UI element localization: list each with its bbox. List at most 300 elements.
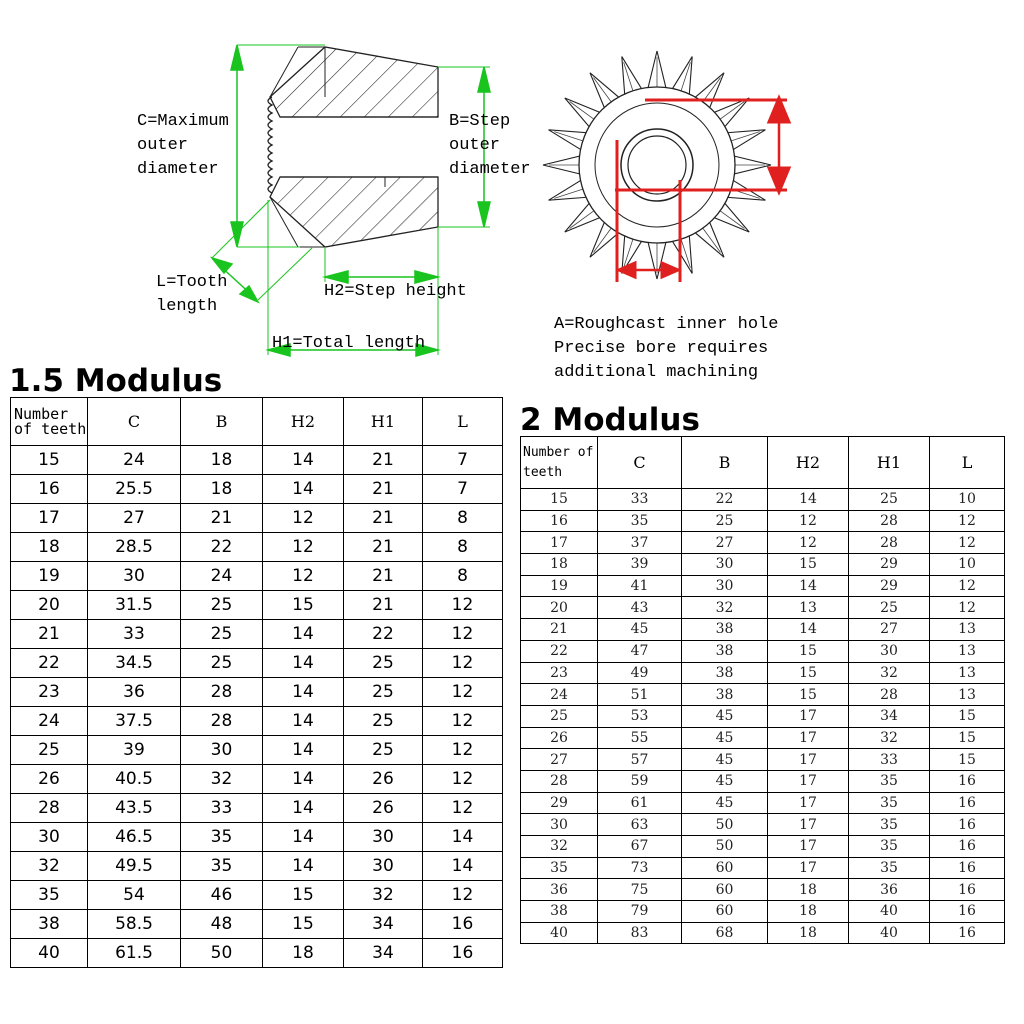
section-lower-half xyxy=(270,177,438,247)
table-cell: 30 xyxy=(521,814,598,836)
table-cell: 12 xyxy=(768,532,849,554)
table-row xyxy=(521,662,1005,684)
table-cell: 21 xyxy=(521,619,598,641)
table-cell: 12 xyxy=(768,510,849,532)
table-cell: 27 xyxy=(521,749,598,771)
table-cell: 67 xyxy=(598,836,682,858)
gear-front-view xyxy=(535,30,795,290)
table-cell: 12 xyxy=(423,678,503,707)
table-cell: 14 xyxy=(768,619,849,641)
table-row xyxy=(521,705,1005,727)
table-cell: 17 xyxy=(768,836,849,858)
table-cell: 28 xyxy=(849,532,930,554)
table-cell: 15 xyxy=(768,640,849,662)
table-cell: 14 xyxy=(263,852,344,881)
table-row xyxy=(11,852,503,881)
table-cell: 15 xyxy=(11,446,88,475)
table-cell: 25 xyxy=(181,591,263,620)
table-cell: 30 xyxy=(682,554,768,576)
table-cell: 16 xyxy=(930,792,1005,814)
table-cell: 35 xyxy=(849,792,930,814)
table-cell: 30 xyxy=(682,575,768,597)
table-cell: 22 xyxy=(682,489,768,511)
table-row xyxy=(521,554,1005,576)
table-cell: 15 xyxy=(521,489,598,511)
table-row xyxy=(11,881,503,910)
table-cell: 8 xyxy=(423,533,503,562)
table-cell: 57 xyxy=(598,749,682,771)
table-cell: 46 xyxy=(181,881,263,910)
table-cell: 18 xyxy=(11,533,88,562)
table-cell: 15 xyxy=(930,705,1005,727)
table-cell: 21 xyxy=(344,504,423,533)
table-cell: 15 xyxy=(768,554,849,576)
table-cell: 16 xyxy=(521,510,598,532)
table-cell: 59 xyxy=(598,770,682,792)
table-cell: 25 xyxy=(682,510,768,532)
table-row xyxy=(11,707,503,736)
table-cell: 17 xyxy=(768,814,849,836)
table-cell: 29 xyxy=(849,575,930,597)
table-row xyxy=(11,910,503,939)
table-cell: 20 xyxy=(11,591,88,620)
table-cell: 28 xyxy=(181,707,263,736)
table-cell: 37 xyxy=(598,532,682,554)
table-cell: 16 xyxy=(930,879,1005,901)
table-2-header-row xyxy=(521,437,1005,489)
table-cell: 17 xyxy=(521,532,598,554)
label-b-line1: B=Step xyxy=(449,112,511,131)
table-cell: 14 xyxy=(768,489,849,511)
table-cell: 35 xyxy=(598,510,682,532)
table-cell: 26 xyxy=(11,765,88,794)
table-cell: 17 xyxy=(11,504,88,533)
table-cell: 83 xyxy=(598,922,682,944)
tooth-profile xyxy=(268,97,272,193)
header-c: C xyxy=(598,437,682,489)
table-cell: 35 xyxy=(11,881,88,910)
table-cell: 38 xyxy=(682,684,768,706)
table-cell: 17 xyxy=(768,749,849,771)
table-cell: 12 xyxy=(263,562,344,591)
table-cell: 14 xyxy=(263,794,344,823)
table-cell: 30 xyxy=(88,562,181,591)
header-teeth: Number of teeth xyxy=(11,398,88,446)
header-h1: H1 xyxy=(849,437,930,489)
table-cell: 60 xyxy=(682,857,768,879)
table-cell: 25 xyxy=(181,620,263,649)
table-cell: 22 xyxy=(344,620,423,649)
table-cell: 40 xyxy=(521,922,598,944)
table-cell: 14 xyxy=(263,649,344,678)
table-cell: 21 xyxy=(344,446,423,475)
table-cell: 14 xyxy=(263,678,344,707)
table-cell: 32 xyxy=(181,765,263,794)
table-cell: 8 xyxy=(423,504,503,533)
table-cell: 35 xyxy=(849,857,930,879)
table-cell: 25 xyxy=(521,705,598,727)
table-cell: 60 xyxy=(682,901,768,923)
table-cell: 25 xyxy=(11,736,88,765)
table-cell: 68 xyxy=(682,922,768,944)
table-cell: 14 xyxy=(263,446,344,475)
table-row xyxy=(521,532,1005,554)
table-cell: 75 xyxy=(598,879,682,901)
table-row xyxy=(521,684,1005,706)
table-row xyxy=(11,504,503,533)
table-cell: 36 xyxy=(849,879,930,901)
table-row xyxy=(11,939,503,968)
table-row xyxy=(11,620,503,649)
table-cell: 28 xyxy=(849,684,930,706)
table-cell: 7 xyxy=(423,446,503,475)
table-15-title: 1.5 Modulus xyxy=(9,363,223,399)
table-cell: 32 xyxy=(849,727,930,749)
label-c-line1: C=Maximum xyxy=(137,112,229,131)
table-cell: 24 xyxy=(11,707,88,736)
table-cell: 39 xyxy=(598,554,682,576)
table-cell: 25 xyxy=(344,736,423,765)
table-cell: 30 xyxy=(181,736,263,765)
table-row xyxy=(521,619,1005,641)
table-cell: 45 xyxy=(682,749,768,771)
table-row xyxy=(521,857,1005,879)
label-b-line3: diameter xyxy=(449,160,531,179)
table-cell: 33 xyxy=(88,620,181,649)
table-cell: 28 xyxy=(11,794,88,823)
table-cell: 30 xyxy=(344,823,423,852)
table-cell: 29 xyxy=(849,554,930,576)
table-row xyxy=(521,922,1005,944)
table-cell: 21 xyxy=(181,504,263,533)
table-cell: 18 xyxy=(181,446,263,475)
table-cell: 12 xyxy=(263,504,344,533)
table-row xyxy=(11,533,503,562)
table-row xyxy=(521,597,1005,619)
table-cell: 10 xyxy=(930,554,1005,576)
table-cell: 14 xyxy=(263,475,344,504)
table-cell: 25 xyxy=(344,707,423,736)
header-b: B xyxy=(181,398,263,446)
table-cell: 30 xyxy=(344,852,423,881)
table-cell: 34.5 xyxy=(88,649,181,678)
header-l: L xyxy=(930,437,1005,489)
section-upper-half xyxy=(270,47,438,117)
header-h2: H2 xyxy=(768,437,849,489)
table-cell: 12 xyxy=(423,794,503,823)
label-a-line2: Precise bore requires xyxy=(554,339,769,358)
table-cell: 38 xyxy=(11,910,88,939)
table-cell: 32 xyxy=(344,881,423,910)
table-cell: 29 xyxy=(521,792,598,814)
label-a xyxy=(554,313,778,385)
table-cell: 21 xyxy=(11,620,88,649)
table-cell: 22 xyxy=(181,533,263,562)
table-cell: 12 xyxy=(423,620,503,649)
table-cell: 21 xyxy=(344,475,423,504)
table-row xyxy=(11,823,503,852)
table-row xyxy=(521,792,1005,814)
table-row xyxy=(521,749,1005,771)
table-cell: 43.5 xyxy=(88,794,181,823)
table-cell: 25 xyxy=(181,649,263,678)
table-cell: 61.5 xyxy=(88,939,181,968)
table-cell: 49 xyxy=(598,662,682,684)
table-cell: 45 xyxy=(682,770,768,792)
table-row xyxy=(521,879,1005,901)
table-cell: 30 xyxy=(11,823,88,852)
table-cell: 17 xyxy=(768,727,849,749)
table-cell: 50 xyxy=(181,939,263,968)
table-row xyxy=(521,814,1005,836)
table-cell: 38 xyxy=(521,901,598,923)
table-cell: 23 xyxy=(521,662,598,684)
table-cell: 13 xyxy=(930,640,1005,662)
table-cell: 13 xyxy=(930,662,1005,684)
table-cell: 8 xyxy=(423,562,503,591)
table-cell: 51 xyxy=(598,684,682,706)
table-cell: 14 xyxy=(423,823,503,852)
table-cell: 46.5 xyxy=(88,823,181,852)
table-cell: 21 xyxy=(344,562,423,591)
table-cell: 12 xyxy=(930,532,1005,554)
table-cell: 16 xyxy=(930,814,1005,836)
table-cell: 25 xyxy=(849,597,930,619)
table-cell: 24 xyxy=(88,446,181,475)
table-cell: 25 xyxy=(344,649,423,678)
table-cell: 34 xyxy=(849,705,930,727)
table-cell: 33 xyxy=(181,794,263,823)
table-row xyxy=(521,727,1005,749)
table-cell: 15 xyxy=(768,662,849,684)
label-l xyxy=(156,271,227,319)
table-cell: 50 xyxy=(682,836,768,858)
table-cell: 14 xyxy=(423,852,503,881)
table-cell: 36 xyxy=(88,678,181,707)
table-cell: 12 xyxy=(423,707,503,736)
table-2-title: 2 Modulus xyxy=(520,402,700,438)
table-cell: 22 xyxy=(521,640,598,662)
table-cell: 14 xyxy=(263,736,344,765)
table-cell: 14 xyxy=(263,823,344,852)
table-cell: 45 xyxy=(598,619,682,641)
table-cell: 63 xyxy=(598,814,682,836)
table-cell: 38 xyxy=(682,619,768,641)
table-cell: 28.5 xyxy=(88,533,181,562)
table-cell: 28 xyxy=(181,678,263,707)
table-cell: 73 xyxy=(598,857,682,879)
table-cell: 13 xyxy=(930,684,1005,706)
table-cell: 15 xyxy=(263,591,344,620)
table-cell: 17 xyxy=(768,770,849,792)
table-cell: 30 xyxy=(849,640,930,662)
table-15-header-row xyxy=(11,398,503,446)
table-cell: 14 xyxy=(263,620,344,649)
label-a-line1: A=Roughcast inner hole xyxy=(554,315,779,334)
table-row xyxy=(521,575,1005,597)
table-cell: 12 xyxy=(423,765,503,794)
table-cell: 16 xyxy=(423,939,503,968)
table-cell: 10 xyxy=(930,489,1005,511)
table-cell: 13 xyxy=(768,597,849,619)
table-cell: 16 xyxy=(930,857,1005,879)
table-cell: 28 xyxy=(849,510,930,532)
table-cell: 53 xyxy=(598,705,682,727)
table-cell: 49.5 xyxy=(88,852,181,881)
table-row xyxy=(521,770,1005,792)
table-cell: 12 xyxy=(423,881,503,910)
table-cell: 16 xyxy=(423,910,503,939)
table-cell: 16 xyxy=(930,770,1005,792)
table-row xyxy=(11,765,503,794)
label-h2: H2=Step height xyxy=(324,282,467,301)
table-cell: 45 xyxy=(682,705,768,727)
table-cell: 22 xyxy=(11,649,88,678)
label-b-line2: outer xyxy=(449,136,501,155)
header-h2: H2 xyxy=(263,398,344,446)
table-cell: 12 xyxy=(423,649,503,678)
table-15 xyxy=(10,397,503,968)
table-cell: 12 xyxy=(930,575,1005,597)
table-cell: 37.5 xyxy=(88,707,181,736)
header-c: C xyxy=(88,398,181,446)
table-cell: 23 xyxy=(11,678,88,707)
table-cell: 31.5 xyxy=(88,591,181,620)
header-b: B xyxy=(682,437,768,489)
table-cell: 60 xyxy=(682,879,768,901)
table-cell: 15 xyxy=(768,684,849,706)
table-cell: 35 xyxy=(849,836,930,858)
table-cell: 18 xyxy=(263,939,344,968)
table-cell: 20 xyxy=(521,597,598,619)
table-cell: 16 xyxy=(930,901,1005,923)
table-cell: 40 xyxy=(11,939,88,968)
table-cell: 32 xyxy=(521,836,598,858)
table-row xyxy=(521,836,1005,858)
table-cell: 38 xyxy=(682,640,768,662)
header-h1: H1 xyxy=(344,398,423,446)
table-cell: 19 xyxy=(521,575,598,597)
table-cell: 34 xyxy=(344,939,423,968)
table-cell: 25 xyxy=(344,678,423,707)
table-cell: 15 xyxy=(263,910,344,939)
table-cell: 61 xyxy=(598,792,682,814)
table-row xyxy=(521,489,1005,511)
header-l: L xyxy=(423,398,503,446)
table-cell: 27 xyxy=(682,532,768,554)
table-cell: 19 xyxy=(11,562,88,591)
table-row xyxy=(11,794,503,823)
table-cell: 18 xyxy=(768,879,849,901)
table-cell: 32 xyxy=(682,597,768,619)
table-cell: 47 xyxy=(598,640,682,662)
table-cell: 16 xyxy=(11,475,88,504)
table-cell: 14 xyxy=(263,765,344,794)
table-row xyxy=(11,446,503,475)
table-cell: 58.5 xyxy=(88,910,181,939)
header-teeth: Number of teeth xyxy=(521,437,598,489)
table-cell: 27 xyxy=(849,619,930,641)
table-cell: 54 xyxy=(88,881,181,910)
table-cell: 17 xyxy=(768,857,849,879)
table-cell: 27 xyxy=(88,504,181,533)
table-cell: 35 xyxy=(849,770,930,792)
table-row xyxy=(11,562,503,591)
table-cell: 18 xyxy=(768,901,849,923)
table-cell: 12 xyxy=(423,736,503,765)
table-cell: 55 xyxy=(598,727,682,749)
table-cell: 33 xyxy=(849,749,930,771)
table-cell: 16 xyxy=(930,836,1005,858)
table-cell: 35 xyxy=(181,823,263,852)
table-cell: 21 xyxy=(344,591,423,620)
table-cell: 41 xyxy=(598,575,682,597)
table-cell: 26 xyxy=(521,727,598,749)
table-cell: 24 xyxy=(521,684,598,706)
table-cell: 40.5 xyxy=(88,765,181,794)
table-cell: 48 xyxy=(181,910,263,939)
table-cell: 25.5 xyxy=(88,475,181,504)
table-cell: 43 xyxy=(598,597,682,619)
table-row xyxy=(11,678,503,707)
table-cell: 18 xyxy=(181,475,263,504)
table-cell: 45 xyxy=(682,792,768,814)
table-row xyxy=(11,475,503,504)
table-cell: 18 xyxy=(521,554,598,576)
table-cell: 45 xyxy=(682,727,768,749)
table-cell: 32 xyxy=(849,662,930,684)
table-cell: 12 xyxy=(263,533,344,562)
table-cell: 15 xyxy=(930,749,1005,771)
table-cell: 40 xyxy=(849,901,930,923)
table-cell: 14 xyxy=(263,707,344,736)
table-cell: 12 xyxy=(930,597,1005,619)
table-cell: 39 xyxy=(88,736,181,765)
label-c-line2: outer xyxy=(137,136,189,155)
table-cell: 33 xyxy=(598,489,682,511)
label-l-line2: length xyxy=(156,297,218,316)
table-cell: 12 xyxy=(930,510,1005,532)
table-cell: 25 xyxy=(849,489,930,511)
table-cell: 15 xyxy=(263,881,344,910)
table-cell: 35 xyxy=(181,852,263,881)
table-cell: 7 xyxy=(423,475,503,504)
table-cell: 38 xyxy=(682,662,768,684)
table-cell: 17 xyxy=(768,792,849,814)
table-cell: 21 xyxy=(344,533,423,562)
label-c xyxy=(137,110,229,182)
table-cell: 15 xyxy=(930,727,1005,749)
table-cell: 34 xyxy=(344,910,423,939)
table-cell: 16 xyxy=(930,922,1005,944)
table-cell: 32 xyxy=(11,852,88,881)
label-c-line3: diameter xyxy=(137,160,219,179)
table-cell: 14 xyxy=(768,575,849,597)
table-cell: 12 xyxy=(423,591,503,620)
label-l-line1: L=Tooth xyxy=(156,273,228,292)
table-row xyxy=(11,736,503,765)
table-row xyxy=(521,510,1005,532)
table-row xyxy=(521,901,1005,923)
table-cell: 35 xyxy=(849,814,930,836)
table-cell: 18 xyxy=(768,922,849,944)
table-cell: 28 xyxy=(521,770,598,792)
table-cell: 13 xyxy=(930,619,1005,641)
table-row xyxy=(11,649,503,678)
table-cell: 35 xyxy=(521,857,598,879)
table-row xyxy=(521,640,1005,662)
table-cell: 24 xyxy=(181,562,263,591)
